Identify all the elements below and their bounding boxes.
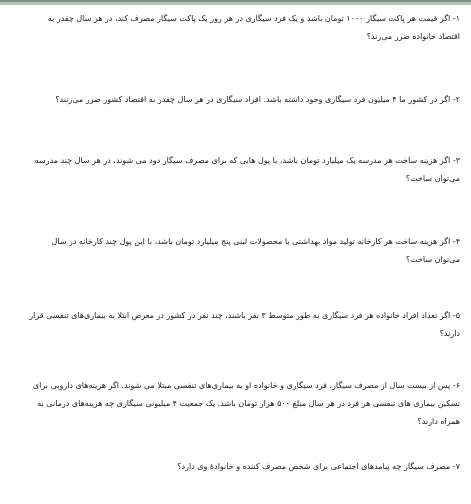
question-6: ۶- پس از بیست سال از مصرف سیگار، فرد سیگاری و خانواده او به بیماری‌های تنفسی مبتلا می شوند. اگر هزینه‌های دارویی برای تسکین بیماری های تنفسی هر فرد در هر سال مبلغ ۵۰۰ هزار تومان باشد. یک جمعیت ۴ میلیونی سیگاری چه هزینه‌های درمانی به همراه دارند؟: [32, 381, 460, 426]
question-5: ۵- اگر تعداد افراد خانواده هر فرد سیگاری به طور متوسط ۳ نفر باشند، چند نفر در کشور در معرض ابتلا به بیماری‌های تنفسی قرار دارند؟: [29, 311, 460, 338]
header-bar-accent: [0, 0, 471, 2]
question-1: ۱- اگر قیمت هر پاکت سیگار ۱۰۰۰ تومان باشد و یک فرد سیگاری در هر روز یک پاکت سیگار مصرف کند، در هر سال چقدر به اقتصاد خانواده ضرر می‌زند؟: [47, 14, 460, 41]
question-4: ۴- اگر هزینه ساخت هر کارخانه تولید مواد بهداشتی یا محصولات لبنی پنج میلیارد تومان باشد، با این پول چند کارخانه در سال می‌توان ساخت؟: [51, 237, 460, 264]
question-2: ۲- اگر در کشور ما ۴ میلیون فرد سیگاری وجود داشته باشد. افراد سیگاری در هر سال چقدر به اقتصاد کشور ضرر می‌زنند؟: [55, 95, 460, 104]
question-7: ۷- مصرف سیگار چه پیامدهای اجتماعی برای شخص مصرف کننده و خانوادۀ وی دارد؟: [177, 462, 460, 471]
question-3: ۳- اگر هزینه ساخت هر مدرسه یک میلیارد تومان باشد، با پول هایی که برای مصرف سیگار دود می شوند، در هر سال چند مدرسه می‌توان ساخت؟: [34, 156, 460, 183]
